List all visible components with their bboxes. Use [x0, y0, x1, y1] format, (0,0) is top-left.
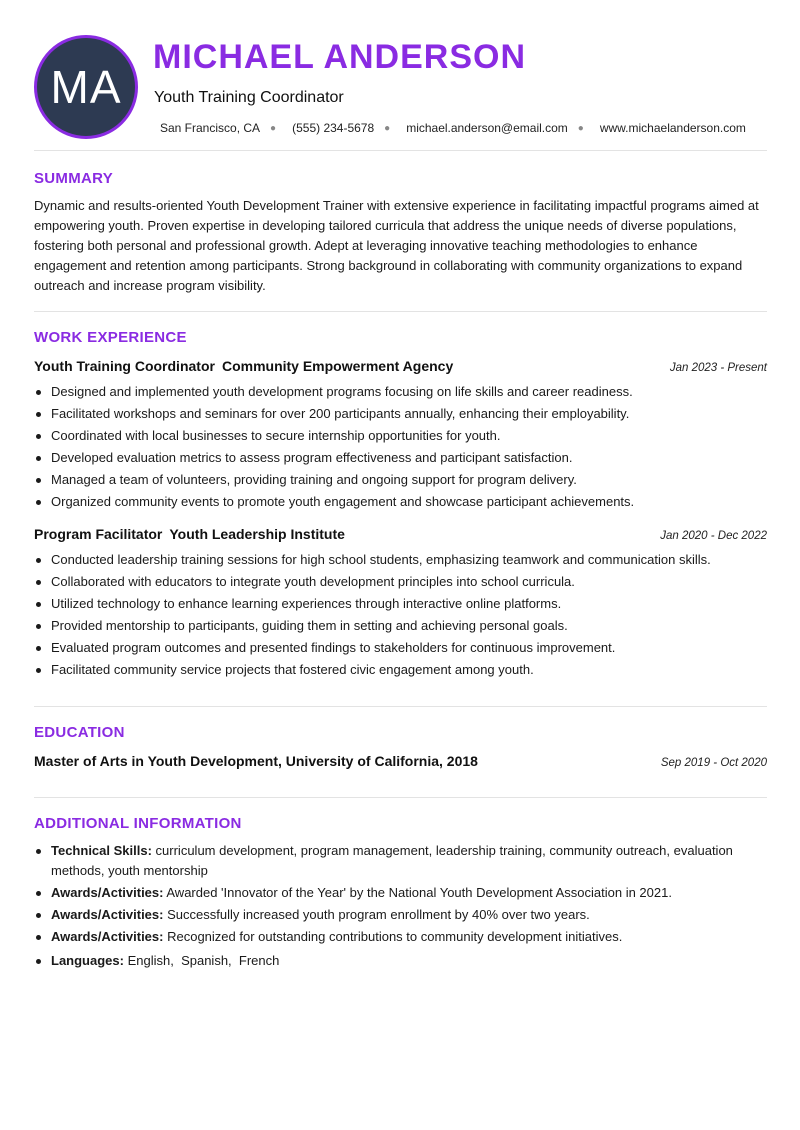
contact-bar	[160, 121, 746, 135]
list-item	[34, 951, 769, 971]
info-label: Awards/Activities:	[51, 929, 164, 944]
list-item: Provided mentorship to participants, guiding them in setting and achieving personal goals.	[34, 615, 769, 637]
job-header	[34, 526, 767, 542]
info-text: Recognized for outstanding contributions to community development initiatives.	[167, 929, 623, 944]
info-text: Successfully increased youth program enrollment by 40% over two years.	[167, 907, 590, 922]
education-heading: EDUCATION	[34, 724, 125, 741]
list-item	[34, 841, 769, 881]
list-item: Facilitated community service projects that fostered civic engagement among youth.	[34, 659, 769, 681]
info-label: Languages:	[51, 953, 124, 968]
summary-heading: SUMMARY	[34, 170, 114, 187]
additional-info-list	[34, 841, 769, 973]
list-item: Facilitated workshops and seminars for over 200 participants annually, enhancing their employability.	[34, 403, 769, 425]
list-item: Coordinated with local businesses to secure internship opportunities for youth.	[34, 425, 769, 447]
bullet-separator-icon: ●	[577, 122, 584, 134]
job-bullet-list	[34, 549, 769, 681]
job-company: Youth Leadership Institute	[169, 526, 345, 542]
info-label: Awards/Activities:	[51, 885, 164, 900]
info-text: curriculum development, program management, leadership training, community outreach, evaluation methods, youth mentorship	[51, 843, 733, 878]
section-divider	[34, 150, 767, 151]
education-entry	[34, 753, 767, 769]
list-item: Collaborated with educators to integrate youth development principles into school curricula.	[34, 571, 769, 593]
list-item: Managed a team of volunteers, providing training and ongoing support for program delivery.	[34, 469, 769, 491]
avatar	[34, 35, 138, 139]
job-header	[34, 358, 767, 374]
job-position: Program Facilitator	[34, 526, 163, 542]
job-dates: Jan 2020 - Dec 2022	[660, 530, 767, 542]
contact-email[interactable]: michael.anderson@email.com	[406, 121, 568, 135]
list-item: Conducted leadership training sessions for high school students, emphasizing teamwork and communication skills.	[34, 549, 769, 571]
avatar-initials: MA	[50, 61, 122, 113]
work-experience-heading: WORK EXPERIENCE	[34, 329, 187, 346]
section-divider	[34, 706, 767, 707]
job-bullet-list	[34, 381, 769, 513]
list-item: Utilized technology to enhance learning experiences through interactive online platforms.	[34, 593, 769, 615]
info-text: Awarded 'Innovator of the Year' by the National Youth Development Association in 2021.	[166, 885, 672, 900]
section-divider	[34, 797, 767, 798]
contact-phone: (555) 234-5678	[292, 121, 375, 135]
job-title-line	[34, 526, 345, 542]
list-item: Designed and implemented youth development programs focusing on life skills and career readiness.	[34, 381, 769, 403]
bullet-separator-icon: ●	[270, 122, 277, 134]
section-divider	[34, 311, 767, 312]
job-company: Community Empowerment Agency	[221, 358, 454, 374]
job-position: Youth Training Coordinator	[34, 358, 215, 374]
candidate-name: MICHAEL ANDERSON	[153, 38, 527, 76]
info-label: Awards/Activities:	[51, 907, 164, 922]
list-item: Evaluated program outcomes and presented findings to stakeholders for continuous improvement.	[34, 637, 769, 659]
contact-website[interactable]: www.michaelanderson.com	[599, 121, 746, 135]
list-item	[34, 927, 769, 947]
list-item	[34, 883, 769, 903]
info-text: English, Spanish, French	[127, 953, 280, 968]
list-item: Developed evaluation metrics to assess program effectiveness and participant satisfaction.	[34, 447, 769, 469]
job-dates: Jan 2023 - Present	[669, 362, 767, 374]
list-item: Organized community events to promote youth engagement and showcase participant achievements.	[34, 491, 769, 513]
additional-info-heading: ADDITIONAL INFORMATION	[34, 815, 242, 832]
bullet-separator-icon: ●	[384, 122, 391, 134]
info-label: Technical Skills:	[51, 843, 152, 858]
candidate-role: Youth Training Coordinator	[154, 89, 344, 106]
education-dates: Sep 2019 - Oct 2020	[660, 757, 767, 769]
list-item	[34, 905, 769, 925]
summary-text: Dynamic and results-oriented Youth Development Trainer with extensive experience in facilitating impactful programs aimed at empowering youth. Proven expertise in developing tailored curricula that address the unique needs of diverse populations, fostering both personal and professional growth. Adept at leveraging innovative teaching methodologies to enhance engagement and retention among participants. Strong background in collaborating with community organizations to expand outreach and increase program visibility.	[34, 198, 759, 293]
education-degree: Master of Arts in Youth Development, University of California, 2018	[34, 753, 478, 769]
job-title-line	[34, 358, 453, 374]
contact-location: San Francisco, CA	[160, 121, 261, 135]
